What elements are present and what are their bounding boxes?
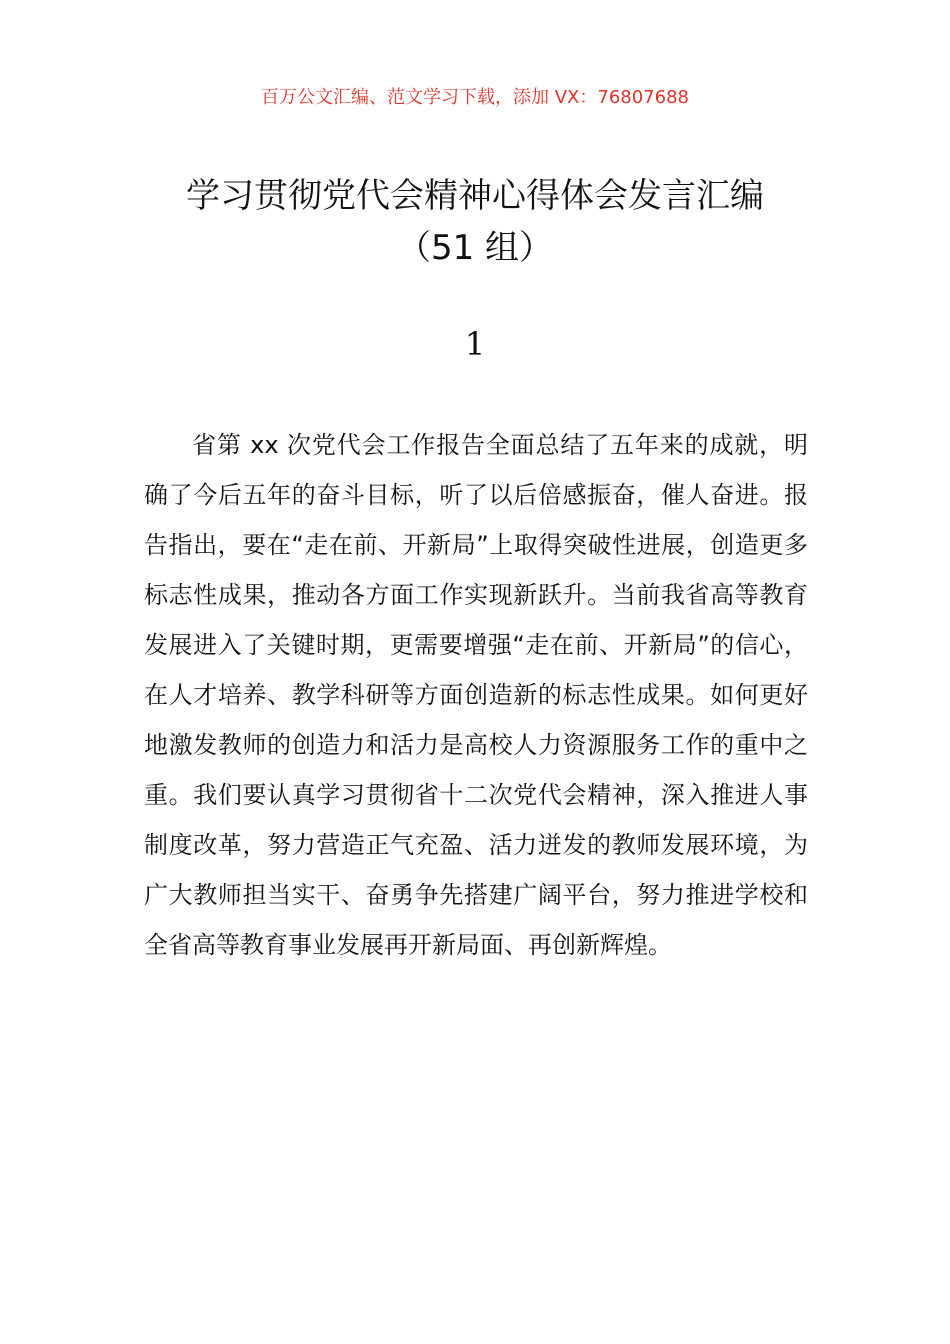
header-note: 百万公文汇编、范文学习下载，添加 VX：76807688	[261, 87, 689, 108]
title-line-2: （51 组）	[396, 228, 554, 268]
section-number: 1	[464, 325, 486, 363]
document-title	[0, 170, 950, 274]
body-paragraph: 省第 xx 次党代会工作报告全面总结了五年来的成就，明确了今后五年的奋斗目标，听了以后倍感振奋，催人奋进。报告指出，要在“走在前、开新局”上取得突破性进展，创造更多标志性成果，推动各方面工作实现新跃升。当前我省高等教育发展进入了关键时期，更需要增强“走在前、开新局”的信心，在人才培养、教学科研等方面创造新的标志性成果。如何更好地激发教师的创造力和活力是高校人力资源服务工作的重中之重。我们要认真学习贯彻省十二次党代会精神，深入推进人事制度改革，努力营造正气充盈、活力迸发的教师发展环境，为广大教师担当实干、奋勇争先搭建广阔平台，努力推进学校和全省高等教育事业发展再开新局面、再创新辉煌。	[144, 431, 808, 959]
title-line-1: 学习贯彻党代会精神心得体会发言汇编	[186, 176, 764, 216]
